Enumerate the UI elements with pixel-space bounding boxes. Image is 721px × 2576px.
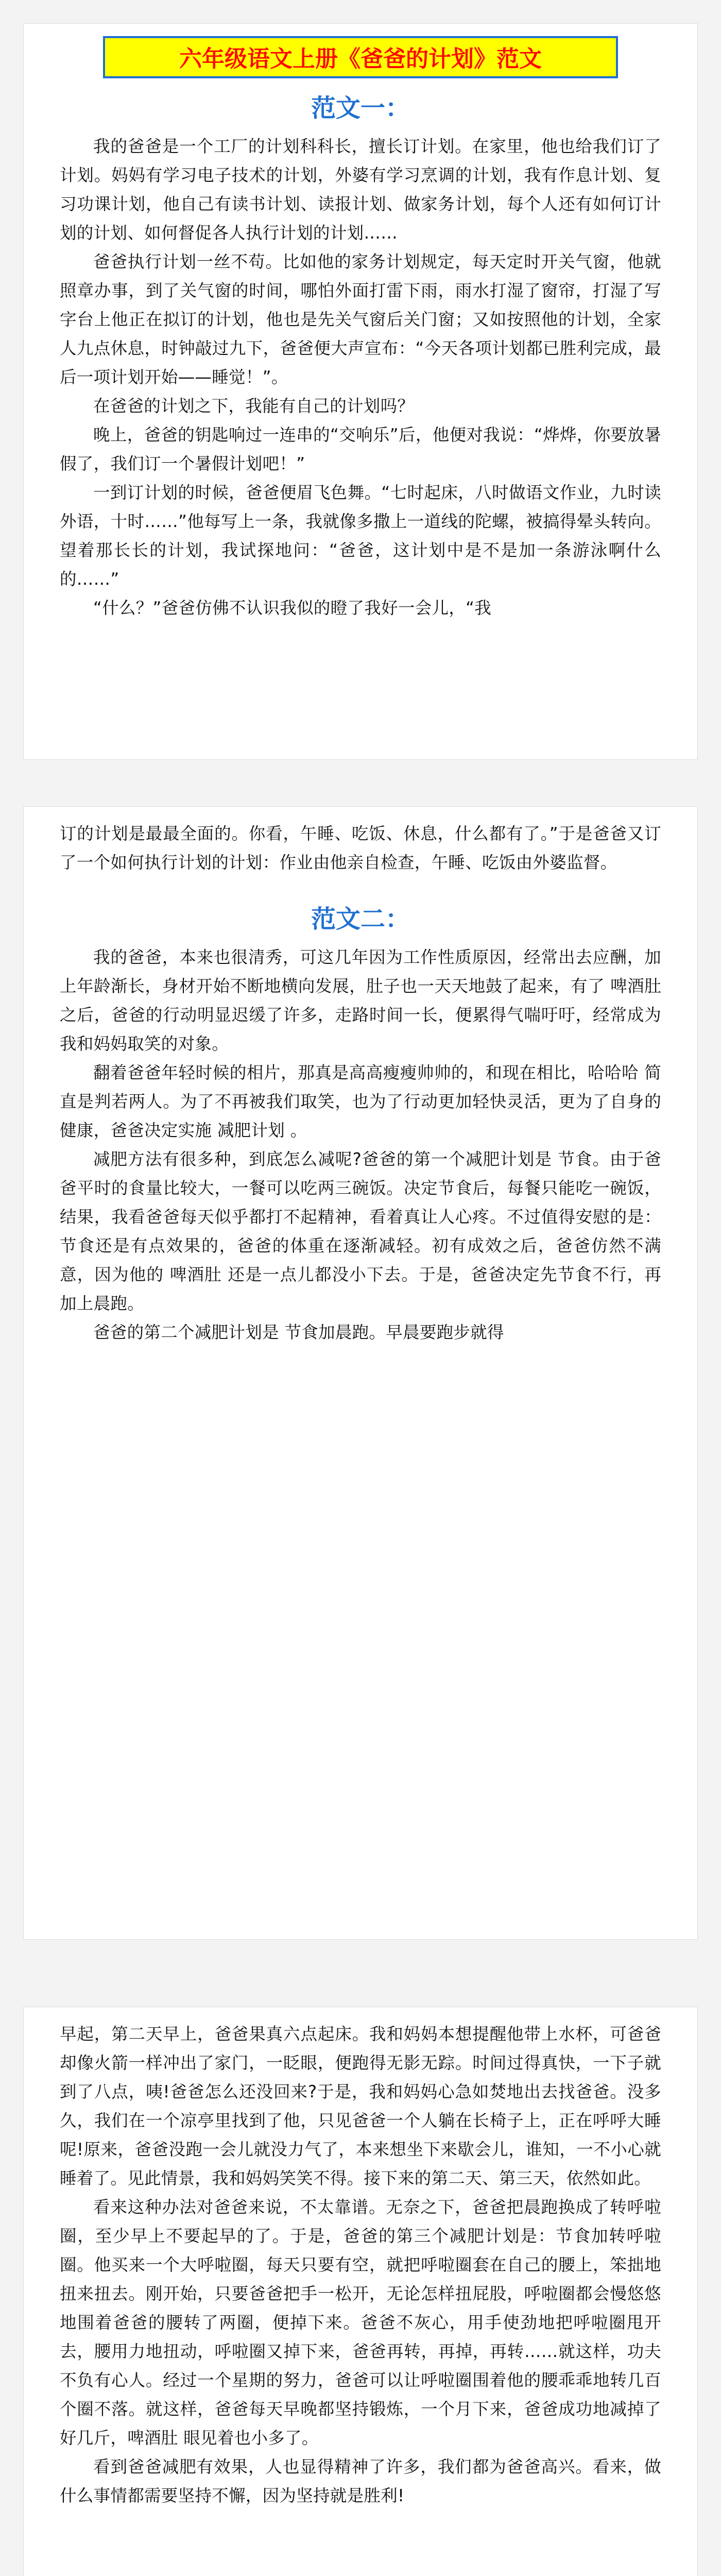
- essay-2-paragraph-6: 看来这种办法对爸爸来说，不太靠谱。无奈之下，爸爸把晨跑换成了转呼啦圈，至少早上不要起早的了。于是，爸爸的第三个减肥计划是：节食加转呼啦圈。他买来一个大呼啦圈，每天只要有空，就把呼啦圈套在自己的腰上，笨拙地扭来扭去。刚开始，只要爸爸把手一松开，无论怎样扭屁股，呼啦圈都会慢悠悠地围着爸爸的腰转了两圈，便掉下来。爸爸不灰心，用手使劲地把呼啦圈甩开去，腰用力地扭动，呼啦圈又掉下来，爸爸再转，再掉，再转……就这样，功夫不负有心人。经过一个星期的努力，爸爸可以让呼啦圈围着他的腰乖乖地转几百个圈不落。就这样，爸爸每天早晚都坚持锻炼，一个月下来，爸爸成功地减掉了好几斤，啤酒肚 眼见着也小多了。: [60, 2197, 661, 2448]
- essay-2-paragraph-7: 看到爸爸减肥有效果，人也显得精神了许多，我们都为爸爸高兴。看来，做什么事情都需要坚持不懈，因为坚持就是胜利!: [60, 2457, 661, 2505]
- essay-2-paragraph-2: 翻着爸爸年轻时候的相片，那真是高高瘦瘦帅帅的，和现在相比，哈哈哈 简直是判若两人。为了不再被我们取笑，也为了行动更加轻快灵活，更为了自身的健康，爸爸决定实施 减肥计划 。: [60, 1063, 661, 1140]
- essay-1-paragraph-4: 晚上，爸爸的钥匙响过一连串的“交响乐”后，他便对我说：“烨烨，你要放暑假了，我们订一个暑假计划吧！”: [60, 425, 661, 473]
- essay-1-paragraph-5: 一到订计划的时候，爸爸便眉飞色舞。“七时起床，八时做语文作业，九时读外语，十时……”他每写上一条，我就像多撒上一道线的陀螺，被搞得晕头转向。望着那长长的计划，我试探地问：“爸爸，这计划中是不是加一条游泳啊什么的……”: [60, 483, 662, 589]
- essay-1-paragraph-3: 在爸爸的计划之下，我能有自己的计划吗？: [93, 396, 415, 416]
- page-1: [23, 23, 698, 760]
- page-3: [23, 2007, 698, 2576]
- document-title: 六年级语文上册《爸爸的计划》范文: [103, 36, 618, 78]
- essay-2-paragraph-3: 减肥方法有很多种，到底怎么减呢?爸爸的第一个减肥计划是 节食。由于爸爸平时的食量比较大，一餐可以吃两三碗饭。决定节食后，每餐只能吃一碗饭，结果，我看爸爸每天似乎都打不起精神，看着真让人心疼。不过值得安慰的是：节食还是有点效果的，爸爸的体重在逐渐减轻。初有成效之后，爸爸仿然不满意，因为他的 啤酒肚 还是一点儿都没小下去。于是，爸爸决定先节食不行，再加上晨跑。: [60, 1149, 662, 1313]
- essay-1-paragraph-7: 订的计划是最最全面的。你看，午睡、吃饭、休息，什么都有了。”于是爸爸又订了一个如何执行计划的计划：作业由他亲自检查，午睡、吃饭由外婆监督。: [60, 824, 661, 872]
- essay-2-paragraph-1: 我的爸爸，本来也很清秀，可这几年因为工作性质原因，经常出去应酬，加上年龄渐长，身材开始不断地横向发展，肚子也一天天地鼓了起来，有了 啤酒肚 之后，爸爸的行动明显迟缓了许多，走路时间一长，便累得气喘吁吁，经常成为我和妈妈取笑的对象。: [60, 947, 661, 1054]
- essay-2-paragraph-4: 爸爸的第二个减肥计划是 节食加晨跑。早晨要跑步就得: [93, 1323, 504, 1342]
- page-2: [23, 806, 698, 1940]
- essay-2-heading: 范文二：: [311, 905, 410, 934]
- essay-1-paragraph-1: 我的爸爸是一个工厂的计划科科长，擅长订计划。在家里，他也给我们订了计划。妈妈有学习电子技术的计划，外婆有学习烹调的计划，我有作息计划、复习功课计划，他自己有读书计划、读报计划、做家务计划，每个人还有如何订计划的计划、如何督促各人执行计划的计划……: [60, 137, 661, 243]
- essay-1-heading: 范文一：: [311, 94, 410, 123]
- essay-2-paragraph-5: 早起，第二天早上，爸爸果真六点起床。我和妈妈本想提醒他带上水杯，可爸爸却像火箭一样冲出了家门，一眨眼，便跑得无影无踪。时间过得真快，一下子就到了八点，咦!爸爸怎么还没回来?于是，我和妈妈心急如焚地出去找爸爸。没多久，我们在一个凉亭里找到了他，只见爸爸一个人躺在长椅子上，正在呼呼大睡呢!原来，爸爸没跑一会儿就没力气了，本来想坐下来歇会儿，谁知，一不小心就睡着了。见此情景，我和妈妈笑笑不得。接下来的第二天、第三天，依然如此。: [60, 2024, 661, 2188]
- essay-1-paragraph-2: 爸爸执行计划一丝不苟。比如他的家务计划规定，每天定时开关气窗，他就照章办事，到了关气窗的时间，哪怕外面打雷下雨，雨水打湿了窗帘，打湿了写字台上他正在拟订的计划，他也是先关气窗后关门窗；又如按照他的计划，全家人九点休息，时钟敲过九下，爸爸便大声宣布：“今天各项计划都已胜利完成，最后一项计划开始——睡觉！”。: [60, 252, 661, 387]
- essay-1-paragraph-6: “什么？”爸爸仿佛不认识我似的瞪了我好一会儿，“我: [93, 598, 492, 618]
